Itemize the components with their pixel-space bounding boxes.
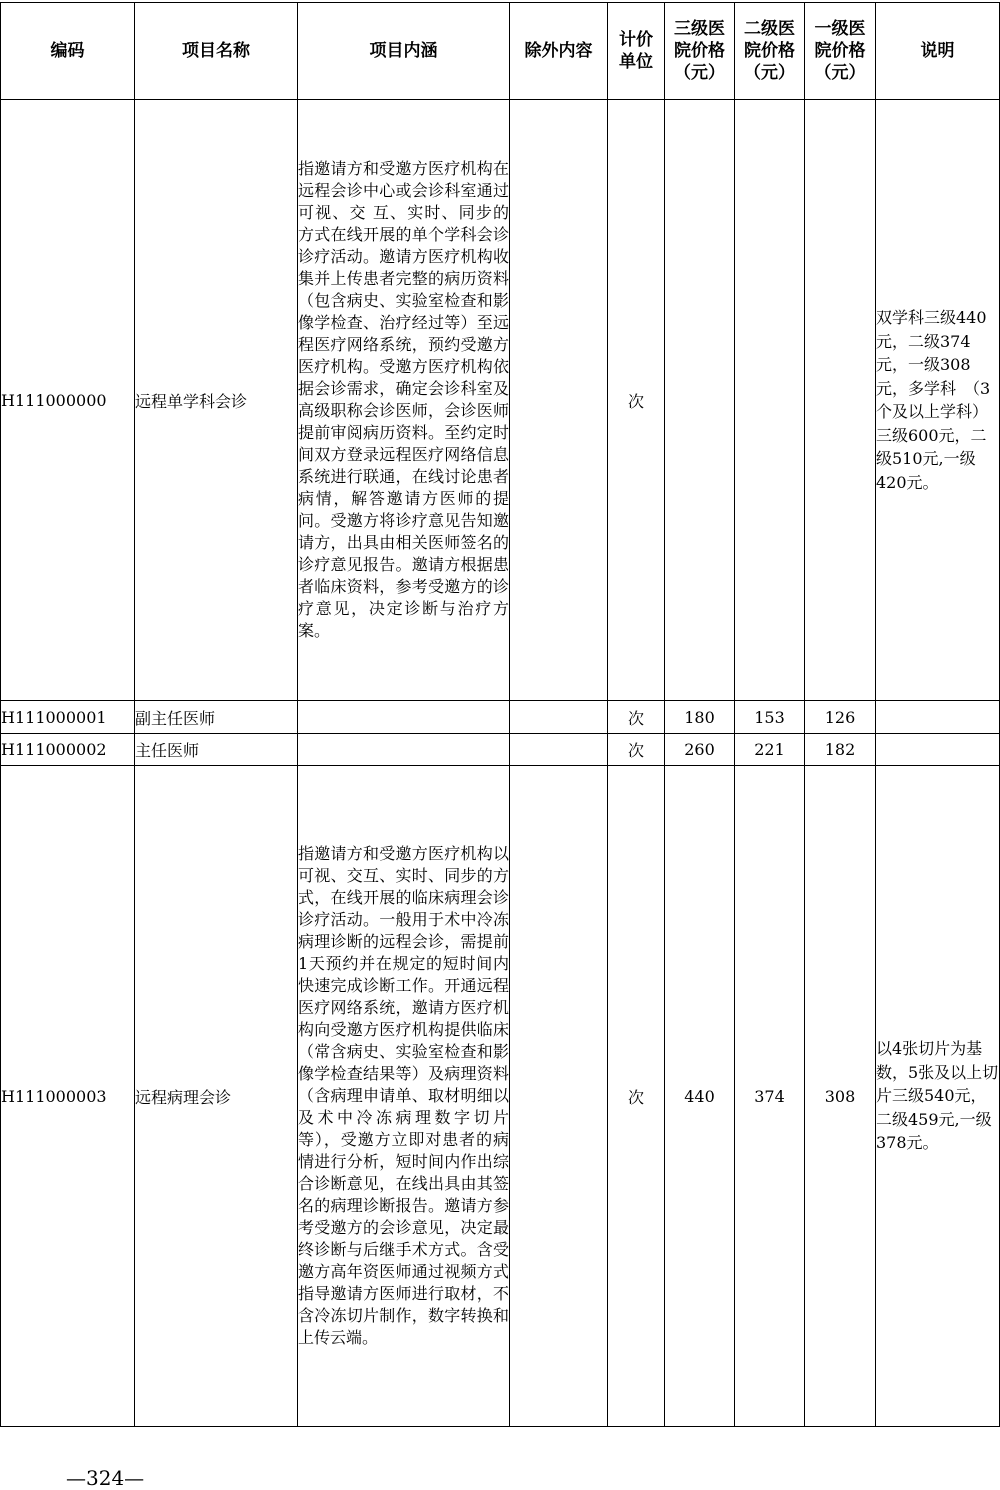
cell-excluded: [510, 766, 608, 1427]
cell-price-level3: [665, 100, 735, 701]
cell-price-level2: 221: [735, 734, 805, 766]
table-row: [1, 734, 1000, 766]
cell-content: 指邀请方和受邀方医疗机构以可视、交互、实时、同步的方式，在线开展的临床病理会诊诊疗活动。一般用于术中冷冻病理诊断的远程会诊，需提前1天预约并在规定的短时间内快速完成诊断工作。开通远程医疗网络系统，邀请方医疗机构向受邀方医疗机构提供临床（常含病史、实验室检查和影像学检查结果等）及病理资料（含病理申请单、取材明细以及术中冷冻病理数字切片等），受邀方立即对患者的病 情进行分析，短时间内作出综合诊断意见，在线出具由其签名的病理诊断报告。邀请方参考受邀方的会诊意见，决定最终诊断与后继手术方式。含受邀方高年资医师通过视频方式指导邀请方医师进行取材，不含冷冻切片制作，数字转换和上传云端。: [298, 766, 510, 1427]
header-code: 编码: [1, 3, 135, 100]
header-note: 说明: [876, 3, 1000, 100]
price-table: [0, 2, 1000, 1427]
cell-price-level3: 260: [665, 734, 735, 766]
cell-unit: 次: [608, 100, 665, 701]
header-price-level1: 一级医院价格（元）: [805, 3, 876, 100]
cell-note: 双学科三级440元，二级374元，一级308元，多学科 （3个及以上学科）三级600元，二级510元,一级420元。: [876, 100, 1000, 701]
cell-price-level2: [735, 100, 805, 701]
header-content: 项目内涵: [298, 3, 510, 100]
cell-note: [876, 734, 1000, 766]
cell-price-level1: [805, 100, 876, 701]
cell-name: 副主任医师: [135, 701, 298, 734]
cell-code: H111000000: [1, 100, 135, 701]
cell-price-level1: 126: [805, 701, 876, 734]
cell-code: H111000003: [1, 766, 135, 1427]
cell-code: H111000002: [1, 734, 135, 766]
cell-content: [298, 701, 510, 734]
cell-unit: 次: [608, 766, 665, 1427]
header-row: [1, 3, 1000, 100]
cell-code: H111000001: [1, 701, 135, 734]
cell-price-level2: 374: [735, 766, 805, 1427]
cell-name: 主任医师: [135, 734, 298, 766]
cell-price-level3: 180: [665, 701, 735, 734]
cell-excluded: [510, 734, 608, 766]
header-price-level2: 二级医院价格（元）: [735, 3, 805, 100]
cell-note: 以4张切片为基数，5张及以上切片三级540元，二级459元,一级378元。: [876, 766, 1000, 1427]
cell-price-level1: 182: [805, 734, 876, 766]
cell-note: [876, 701, 1000, 734]
table-row: [1, 701, 1000, 734]
cell-excluded: [510, 100, 608, 701]
table-row: [1, 766, 1000, 1427]
header-unit: 计价单位: [608, 3, 665, 100]
header-excluded: 除外内容: [510, 3, 608, 100]
cell-price-level2: 153: [735, 701, 805, 734]
cell-content: 指邀请方和受邀方医疗机构在远程会诊中心或会诊科室通过可视、交 互、实时、同步的方式在线开展的单个学科会诊诊疗活动。邀请方医疗机构收集并上传患者完整的病历资料（包含病史、实验室检查和影 像学检查、治疗经过等）至远程医疗网络系统，预约受邀方医疗机构。受邀方医疗机构依据会诊需求，确定会诊科室及高级职称会诊医师，会诊医师提前审阅病历资料。至约定时间双方登录远程医疗网络信息系统进行联通，在线讨论患者病情，解答邀请方医师的提问。受邀方将诊疗意见告知邀请方，出具由相关医师签名的诊疗意见报告。邀请方根据患者临床资料，参考受邀方的诊疗意见，决定诊断与治疗方案。: [298, 100, 510, 701]
cell-price-level1: 308: [805, 766, 876, 1427]
cell-excluded: [510, 701, 608, 734]
header-name: 项目名称: [135, 3, 298, 100]
page-number: —324—: [66, 1466, 145, 1490]
table-row: [1, 100, 1000, 701]
cell-content: [298, 734, 510, 766]
cell-price-level3: 440: [665, 766, 735, 1427]
header-price-level3: 三级医院价格（元）: [665, 3, 735, 100]
cell-unit: 次: [608, 734, 665, 766]
cell-name: 远程病理会诊: [135, 766, 298, 1427]
cell-name: 远程单学科会诊: [135, 100, 298, 701]
cell-unit: 次: [608, 701, 665, 734]
